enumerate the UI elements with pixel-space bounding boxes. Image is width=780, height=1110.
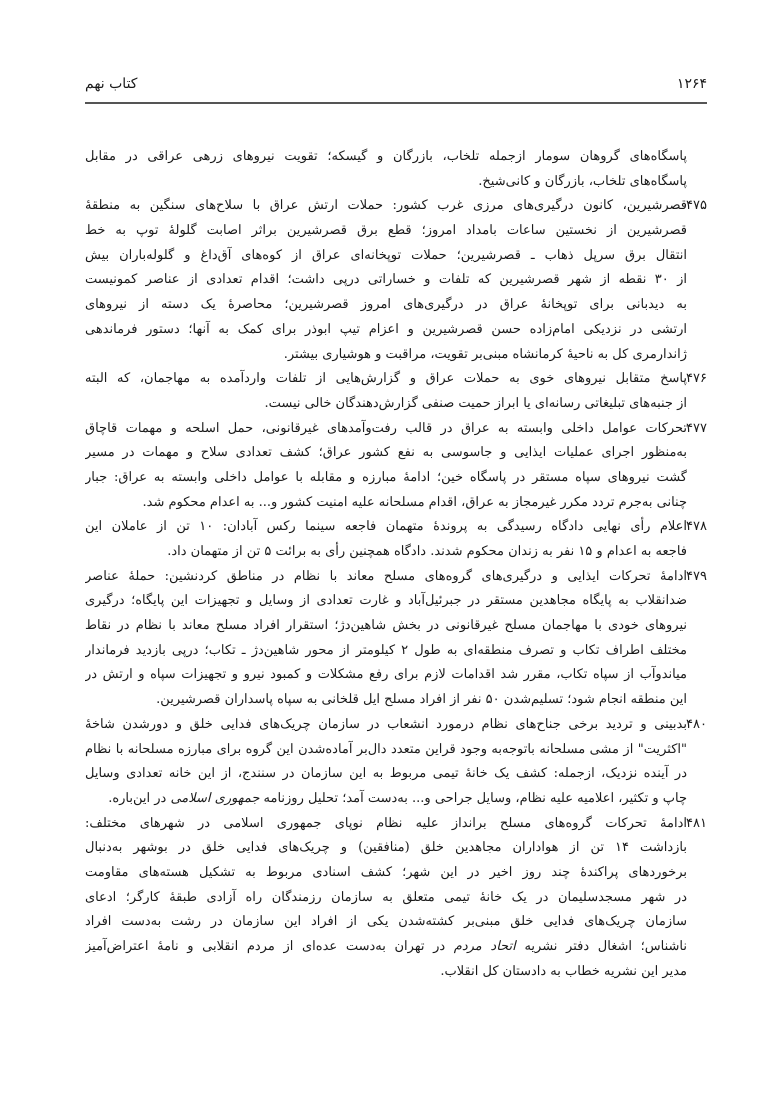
entry-number: ۴۷۵ bbox=[686, 198, 707, 214]
text-line: پاسخ متقابل نیروهای خوی به حملات عراق و گزارش‌هایی از تلفات واردآمده به مهاجمان، که البته bbox=[85, 371, 687, 387]
page-number: ۱۲۶۴ bbox=[676, 76, 707, 92]
text-line: ادامهٔ تحرکات ایذایی و درگیری‌های گروه‌های مسلح معاند با نظام در مناطق کردنشین: حملهٔ عناصر bbox=[85, 568, 687, 584]
entry-number: ۴۷۸ bbox=[686, 519, 707, 535]
text-segment: در تهران به‌دست عده‌ای از مردم انقلابی و نامهٔ اعتراض‌آمیز bbox=[85, 939, 454, 954]
text-line: قصرشیرین، کانون درگیری‌های مرزی غرب کشور: حملات ارتش عراق با سلاح‌های سنگین به منطقهٔ bbox=[85, 198, 687, 214]
text-line: بدبینی و تردید برخی جناح‌های نظام درمورد انشعاب در سازمان چریک‌های فدایی خلق و دورشدن شاخهٔ bbox=[85, 716, 687, 732]
text-line: پاسگاه‌های گروهان سومار ازجمله تلخاب، بازرگان و گیسکه؛ تقویت نیروهای زرهی عراقی در مقابل bbox=[85, 149, 687, 164]
text-line: قصرشیرین از نخستین ساعات بامداد امروز؛ قطع برق قصرشیرین براثر اصابت گلولهٔ توپ به خط bbox=[85, 223, 687, 239]
text-segment: در این‌باره. bbox=[108, 790, 171, 806]
chronology-body bbox=[85, 145, 707, 984]
chronology-entry bbox=[85, 565, 707, 713]
text-line: مدیر این نشریه خطاب به دادستان کل انقلاب. bbox=[440, 963, 687, 979]
text-line: گشت نیروهای سپاه مستقر در پاسگاه خین؛ ادامهٔ مبارزه و مقابله با عوامل داخلی وابسته به عراق: جبار bbox=[85, 469, 687, 485]
chronology-entry bbox=[85, 367, 707, 416]
text-line: میاندوآب از سپاه تکاب، مقرر شد اقدامات لازم برای رفع مشکلات و کمبود نیرو و تجهیزات سپاه و ارتش در bbox=[85, 667, 687, 683]
chronology-entry bbox=[85, 713, 707, 812]
italic-publication-title: اتحاد مردم bbox=[453, 939, 516, 954]
text-line: به دیدبانی برای توپخانهٔ عراق در درگیری‌های امروز قصرشیرین؛ محاصرهٔ یک دسته از نیروهای bbox=[85, 297, 687, 313]
text-line: مختلف اطراف تکاب و تصرف منطقه‌ای به طول ۲ کیلومتر از محور شاهین‌دژ ـ تکاب؛ درپی بازدید فرماندار bbox=[85, 642, 687, 658]
text-line: تحرکات عوامل داخلی وابسته به عراق در قالب رفت‌وآمدهای غیرقانونی، حمل اسلحه و مهمات قاچاق bbox=[85, 420, 687, 436]
text-line bbox=[85, 935, 687, 960]
text-line: در آینده نزدیک، ازجمله: کشف یک خانهٔ تیمی مربوط به این سازمان در سنندج، از این خانه تعدادی وسایل bbox=[85, 766, 687, 782]
text-line: از ۳۰ نقطه از شهر قصرشیرین که تلفات و خساراتی درپی داشت؛ اقدام تعدادی از عناصر کمونیست bbox=[85, 272, 687, 288]
continued-paragraph bbox=[85, 145, 707, 194]
text-line: ضدانقلاب به پایگاه مجاهدین مستقر در جبرئیل‌آباد و غارت تعدادی از وسایل و تجهیزات این پایگاه؛ درگیری bbox=[85, 593, 687, 609]
entry-number: ۴۸۱ bbox=[686, 815, 707, 831]
header-divider bbox=[85, 102, 707, 104]
text-line: اعلام رأی نهایی دادگاه رسیدگی به پروندهٔ متهمان فاجعه سینما رکس آبادان: ۱۰ تن از عاملان این bbox=[85, 519, 687, 535]
text-line: از جنبه‌های تبلیغاتی رسانه‌ای یا ابراز حمیت صنفی گزارش‌دهندگان خالی نیست. bbox=[264, 395, 687, 411]
text-line: این منطقه انجام شود؛ تسلیم‌شدن ۵۰ نفر از افراد مسلح ایل قلخانی به سپاه پاسداران قصرشیرین. bbox=[156, 692, 687, 708]
italic-publication-title: جمهوری اسلامی bbox=[170, 790, 260, 806]
text-segment: ناشناس؛ اشغال دفتر نشریه bbox=[515, 939, 687, 954]
text-line: به‌منظور اجرای عملیات ایذایی و جاسوسی به نفع کشور عراق؛ کشف تعدادی سلاح و مهمات در مسیر bbox=[85, 445, 687, 461]
text-line: برخوردهای پراکندهٔ چند روز اخیر در این شهر؛ کشف اسنادی مربوط به تشکیل هسته‌های مقاومت bbox=[85, 864, 687, 880]
text-line: بازداشت ۱۴ تن از هواداران مجاهدین خلق (منافقین) و چریک‌های فدایی خلق در بوشهر به‌دنبال bbox=[85, 840, 687, 856]
running-title: کتاب نهم bbox=[85, 76, 138, 92]
entry-number: ۴۷۶ bbox=[686, 371, 707, 387]
text-line: ادامهٔ تحرکات گروه‌های مسلح برانداز علیه نظام نوپای جمهوری اسلامی در شهرهای مختلف: bbox=[85, 815, 687, 831]
text-line: انتقال برق سرپل ذهاب ـ قصرشیرین؛ حملات توپخانه‌ای عراق از کوه‌های آق‌داغ و گلوله‌باران بیش bbox=[85, 247, 687, 263]
entry-number: ۴۷۷ bbox=[686, 420, 707, 436]
chronology-entry bbox=[85, 515, 707, 564]
entry-number: ۴۷۹ bbox=[686, 568, 707, 584]
text-line: در شهر مسجدسلیمان در یک خانهٔ تیمی متعلق به سازمان رزمندگان راه آزادی طبقهٔ کارگر؛ ادعای bbox=[85, 889, 687, 905]
entry-number: ۴۸۰ bbox=[686, 716, 707, 732]
page-header bbox=[85, 76, 707, 100]
text-line: پاسگاه‌های تلخاب، بازرگان و کانی‌شیخ. bbox=[478, 173, 687, 189]
text-segment: چاپ و تکثیر، اعلامیه علیه نظام، وسایل جراحی و... به‌دست آمد؛ تحلیل روزنامه bbox=[259, 790, 687, 806]
text-line: ارتشی در نزدیکی امام‌زاده حسن قصرشیرین و اعزام تیپ ابوذر برای کمک به آنها؛ دستور فرماندهی bbox=[85, 321, 687, 337]
text-line: نیروهای خودی با مهاجمان مسلح غیرقانونی در بخش شاهین‌دژ؛ استقرار افراد مسلح معاند با نظام در نقاط bbox=[85, 618, 687, 634]
text-line: ژاندارمری کل به ناحیهٔ کرمانشاه مبنی‌بر تقویت، مراقبت و هوشیاری بیشتر. bbox=[283, 346, 687, 362]
text-line: "اکثریت" از مشی مسلحانه باتوجه‌به وجود قراین متعدد دال‌بر آماده‌شدن این گروه برای مبارزه مسلحانه با نظام bbox=[85, 741, 687, 757]
chronology-entry bbox=[85, 417, 707, 516]
chronology-entry bbox=[85, 812, 707, 985]
text-line: سازمان چریک‌های فدایی خلق مبنی‌بر کشته‌شدن یکی از افراد این سازمان در رشت به‌دست افراد bbox=[85, 914, 687, 930]
text-line: چنانی به‌جرم تردد مکرر غیرمجاز به عراق، اقدام مسلحانه علیه امنیت کشور و... به اعدام محکوم شد. bbox=[142, 494, 687, 510]
text-line bbox=[85, 787, 687, 812]
text-line: فاجعه به اعدام و ۱۵ نفر به زندان محکوم شدند. دادگاه همچنین رأی به برائت ۵ تن از متهمان داد. bbox=[167, 544, 687, 559]
chronology-entry bbox=[85, 194, 707, 367]
